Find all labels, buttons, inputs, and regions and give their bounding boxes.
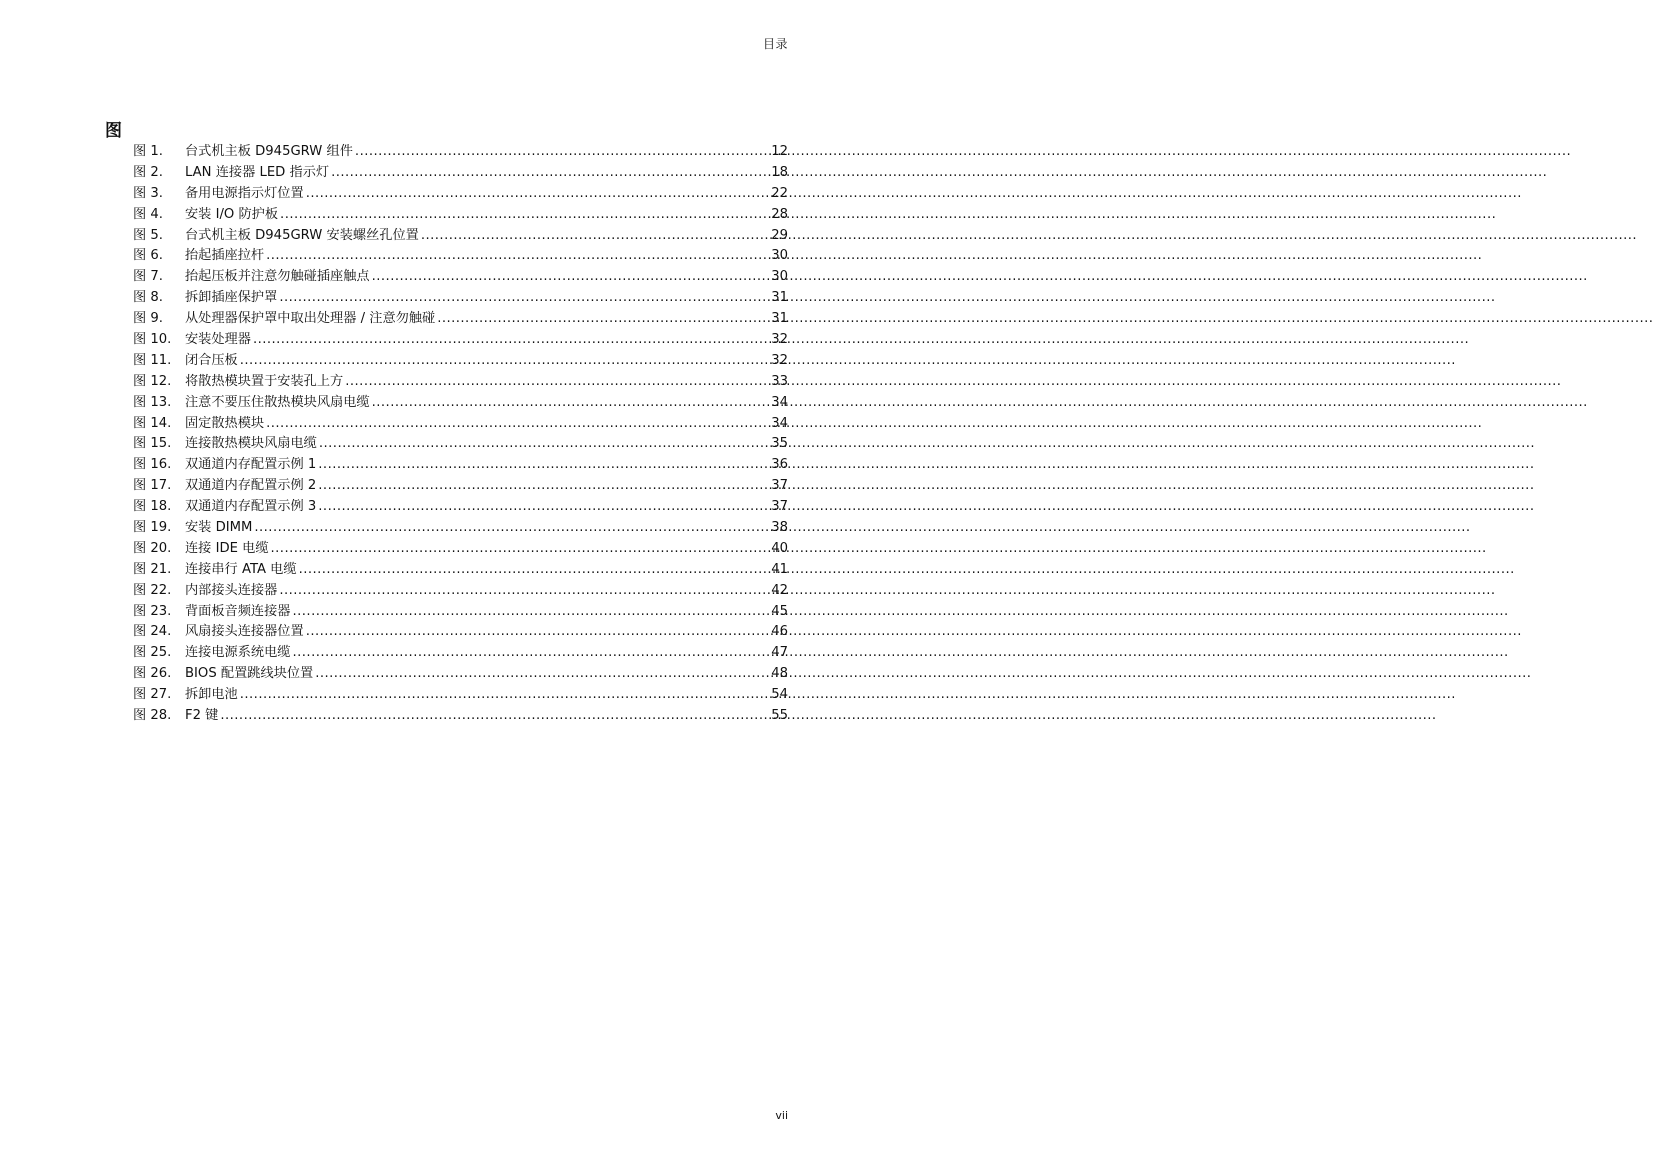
figure-page-number: 48: [771, 666, 788, 682]
toc-entry[interactable]: [133, 246, 788, 267]
dot-leader: [318, 476, 770, 497]
toc-entry[interactable]: [133, 434, 788, 455]
toc-entry[interactable]: [133, 226, 788, 247]
dot-leader: [355, 142, 770, 163]
figure-page-number: 37: [771, 499, 788, 515]
dot-leader: [315, 664, 770, 685]
toc-entry[interactable]: [133, 205, 788, 226]
figure-label: 图 14.: [133, 415, 172, 431]
toc-entry[interactable]: [133, 581, 788, 602]
dot-leader: [254, 518, 770, 539]
figure-label: 图 3.: [133, 185, 163, 201]
toc-entry[interactable]: [133, 455, 788, 476]
figure-title: F2 键: [185, 708, 219, 724]
toc-entry[interactable]: [133, 518, 788, 539]
dot-leader: [306, 622, 771, 643]
figure-title: 备用电源指示灯位置: [185, 185, 304, 201]
dot-leader: [266, 246, 770, 267]
figure-label: 图 23.: [133, 603, 172, 619]
figure-page-number: 42: [771, 582, 788, 598]
dot-leader: [279, 288, 770, 309]
figure-page-number: 22: [771, 185, 788, 201]
figure-title: 安装处理器: [185, 332, 251, 348]
toc-entry[interactable]: [133, 351, 788, 372]
toc-entry[interactable]: [133, 372, 788, 393]
figure-page-number: 28: [771, 206, 788, 222]
toc-entry[interactable]: [133, 622, 788, 643]
toc-entry[interactable]: [133, 309, 788, 330]
figure-page-number: 38: [771, 520, 788, 536]
toc-entry[interactable]: [133, 602, 788, 623]
figure-title: 连接串行 ATA 电缆: [185, 561, 297, 577]
dot-leader: [319, 434, 770, 455]
figure-label: 图 22.: [133, 582, 172, 598]
figure-page-number: 18: [771, 164, 788, 180]
figure-title: 双通道内存配置示例 3: [185, 499, 317, 515]
toc-entry[interactable]: [133, 163, 788, 184]
toc-entry[interactable]: [133, 288, 788, 309]
dot-leader: [318, 455, 770, 476]
figure-label: 图 8.: [133, 290, 163, 306]
toc-entry[interactable]: [133, 539, 788, 560]
figure-label: 图 12.: [133, 373, 172, 389]
dot-leader: [318, 497, 770, 518]
figure-label: 图 11.: [133, 352, 172, 368]
toc-entry[interactable]: [133, 685, 788, 706]
figure-label: 图 1.: [133, 144, 163, 159]
figure-page-number: 35: [771, 436, 788, 452]
running-header: 目录: [762, 37, 788, 51]
figure-page-number: 30: [771, 248, 788, 264]
dot-leader: [280, 205, 770, 226]
figure-page-number: 29: [771, 227, 788, 243]
toc-entry[interactable]: [133, 330, 788, 351]
figure-page-number: 40: [771, 540, 788, 556]
figure-label: 图 5.: [133, 227, 163, 243]
figure-title: 从处理器保护罩中取出处理器 / 注意勿触碰: [185, 311, 436, 327]
figure-title: 背面板音频连接器: [185, 603, 291, 619]
dot-leader: [240, 685, 770, 706]
figure-page-number: 46: [771, 624, 788, 640]
toc-entry[interactable]: [133, 184, 788, 205]
figure-list: [133, 142, 788, 727]
figure-title: 将散热模块置于安装孔上方: [185, 373, 344, 389]
figure-page-number: 32: [771, 332, 788, 348]
figure-label: 图 26.: [133, 666, 172, 682]
toc-entry[interactable]: [133, 414, 788, 435]
figure-title: 拆卸电池: [185, 687, 238, 703]
figure-label: 图 7.: [133, 269, 163, 285]
figure-title: LAN 连接器 LED 指示灯: [185, 164, 330, 180]
toc-entry[interactable]: [133, 267, 788, 288]
figure-title: 连接 IDE 电缆: [185, 540, 269, 556]
figure-title: 注意不要压住散热模块风扇电缆: [185, 394, 370, 410]
figure-label: 图 4.: [133, 206, 163, 222]
dot-leader: [306, 184, 771, 205]
toc-entry[interactable]: [133, 497, 788, 518]
dot-leader: [331, 163, 770, 184]
dot-leader: [266, 414, 770, 435]
figure-title: 抬起压板并注意勿触碰插座触点: [185, 269, 370, 285]
figure-title: 闭合压板: [185, 352, 238, 368]
figure-label: 图 24.: [133, 624, 172, 640]
figure-label: 图 10.: [133, 332, 172, 348]
figure-label: 图 18.: [133, 499, 172, 515]
figure-page-number: 34: [771, 394, 788, 410]
dot-leader: [220, 706, 770, 727]
figure-page-number: 30: [771, 269, 788, 285]
dot-leader: [279, 581, 770, 602]
figure-title: 连接电源系统电缆: [185, 645, 291, 661]
figure-label: 图 16.: [133, 457, 172, 473]
figure-label: 图 19.: [133, 520, 172, 536]
dot-leader: [372, 393, 771, 414]
figure-page-number: 54: [771, 687, 788, 703]
dot-leader: [372, 267, 771, 288]
toc-entry[interactable]: [133, 643, 788, 664]
figure-title: 抬起插座拉杆: [185, 248, 265, 264]
dot-leader: [253, 330, 770, 351]
figure-page-number: 12: [771, 144, 788, 159]
dot-leader: [293, 643, 771, 664]
figure-label: 图 9.: [133, 311, 163, 327]
dot-leader: [421, 226, 770, 247]
figure-label: 图 25.: [133, 645, 172, 661]
figure-title: 台式机主板 D945GRW 安装螺丝孔位置: [185, 227, 419, 243]
figure-page-number: 41: [771, 561, 788, 577]
toc-entry[interactable]: [133, 476, 788, 497]
figure-label: 图 6.: [133, 248, 163, 264]
toc-entry[interactable]: [133, 664, 788, 685]
dot-leader: [271, 539, 771, 560]
figure-label: 图 20.: [133, 540, 172, 556]
figure-title: 固定散热模块: [185, 415, 265, 431]
figure-page-number: 32: [771, 352, 788, 368]
figure-label: 图 21.: [133, 561, 172, 577]
figure-page-number: 33: [771, 373, 788, 389]
dot-leader: [240, 351, 770, 372]
figure-page-number: 36: [771, 457, 788, 473]
figure-label: 图 17.: [133, 478, 172, 494]
dot-leader: [345, 372, 770, 393]
figure-label: 图 15.: [133, 436, 172, 452]
figure-title: 拆卸插座保护罩: [185, 290, 278, 306]
figure-page-number: 55: [771, 708, 788, 724]
section-title: 图: [105, 121, 122, 141]
figure-title: 台式机主板 D945GRW 组件: [185, 144, 353, 159]
figure-title: 双通道内存配置示例 2: [185, 478, 317, 494]
dot-leader: [437, 309, 770, 330]
figure-title: 内部接头连接器: [185, 582, 278, 598]
figure-title: 安装 DIMM: [185, 520, 253, 536]
figure-page-number: 45: [771, 603, 788, 619]
figure-title: 风扇接头连接器位置: [185, 624, 304, 640]
figure-label: 图 2.: [133, 164, 163, 180]
figure-label: 图 13.: [133, 394, 172, 410]
dot-leader: [299, 560, 771, 581]
figure-page-number: 37: [771, 478, 788, 494]
toc-entry[interactable]: [133, 142, 788, 163]
toc-entry[interactable]: [133, 706, 788, 727]
toc-entry[interactable]: [133, 560, 788, 581]
figure-page-number: 34: [771, 415, 788, 431]
figure-page-number: 31: [771, 311, 788, 327]
figure-title: 连接散热模块风扇电缆: [185, 436, 317, 452]
dot-leader: [293, 602, 771, 623]
page-number: vii: [775, 1109, 788, 1122]
figure-title: 安装 I/O 防护板: [185, 206, 279, 222]
figure-title: BIOS 配置跳线块位置: [185, 666, 314, 682]
figure-title: 双通道内存配置示例 1: [185, 457, 317, 473]
figure-page-number: 31: [771, 290, 788, 306]
figure-label: 图 27.: [133, 687, 172, 703]
figure-page-number: 47: [771, 645, 788, 661]
figure-label: 图 28.: [133, 708, 172, 724]
toc-entry[interactable]: [133, 393, 788, 414]
